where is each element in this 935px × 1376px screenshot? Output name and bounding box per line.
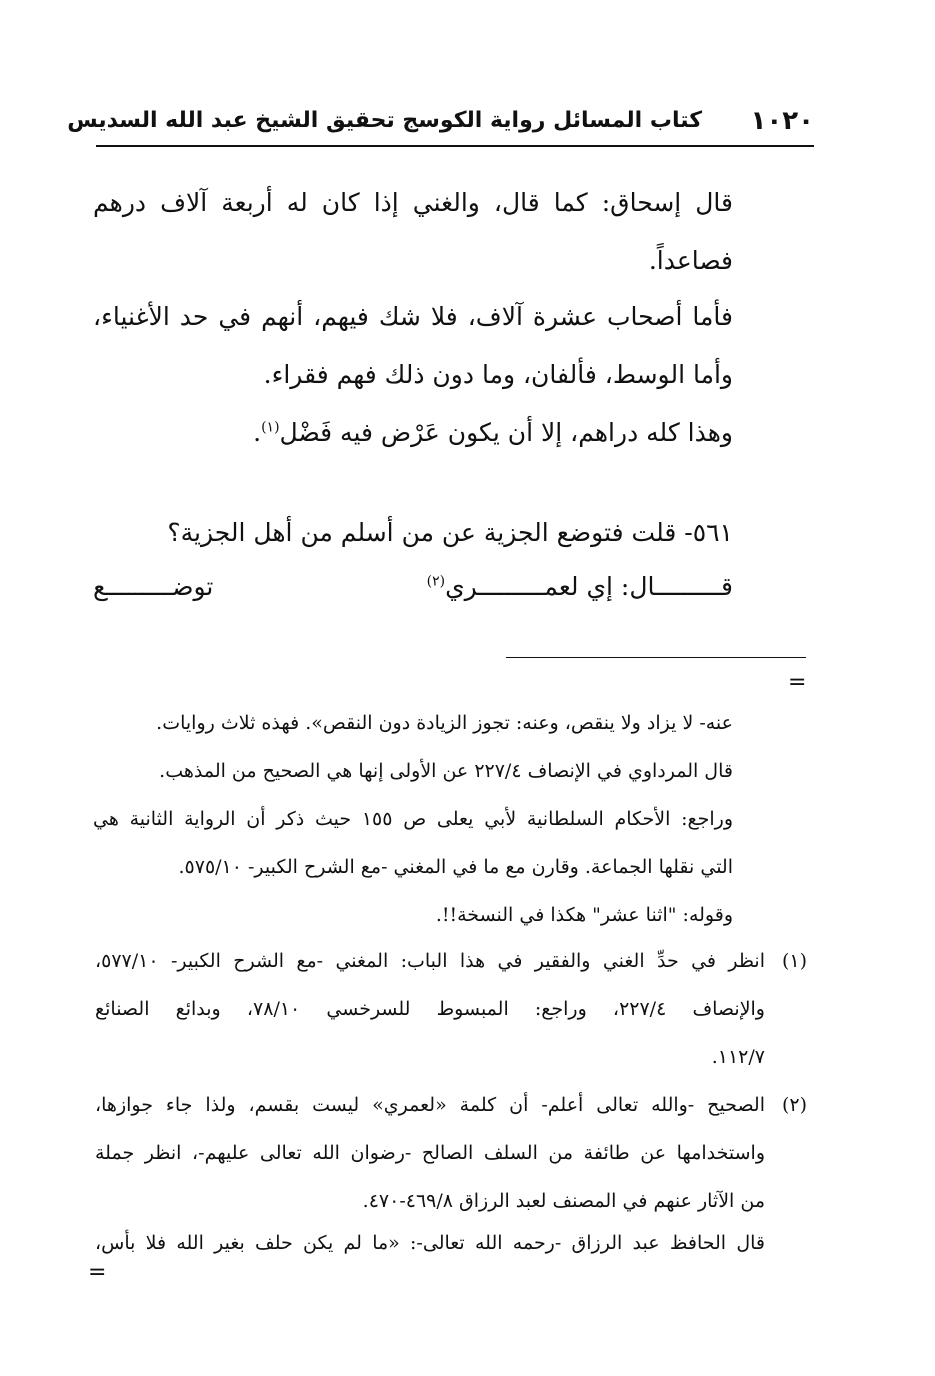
- answer-text: [427, 572, 733, 601]
- running-title: كتاب المسائل رواية الكوسج تحقيق الشيخ عبد الله السديس: [67, 108, 702, 133]
- footnote-continued-line-5: وقوله: "اثنا عشر" هكذا في النسخة!!.: [435, 904, 733, 926]
- footnote-ref-2: (٢): [426, 573, 446, 590]
- footnote-ref-1: (١): [261, 419, 280, 436]
- footnote-2-line-3: من الآثار عنهم في المصنف لعبد الرزاق ٤٦٩/٨-٤٧٠.: [362, 1190, 765, 1212]
- footnote-1-marker: (١): [781, 950, 807, 972]
- footnote-2-marker: (٢): [781, 1094, 807, 1116]
- paragraph-3: وأما الوسط، فألفان، وما دون ذلك فهم فقراء.: [263, 360, 733, 389]
- footnote-2-line-4: قال الحافظ عبد الرزاق -رحمه الله تعالى-: «ما لم يكن حلف بغير الله فلا بأس،: [95, 1232, 765, 1254]
- question-561: ٥٦١- قلت فتوضع الجزية عن من أسلم من أهل الجزية؟: [167, 518, 733, 547]
- footnote-continued-line-4: التي نقلها الجماعة. وقارن مع ما في المغني -مع الشرح الكبير- ٥٧٥/١٠.: [178, 856, 733, 878]
- answer-part-2: توضـــــــــع: [93, 572, 214, 601]
- footnote-continued-line-3: وراجع: الأحكام السلطانية لأبي يعلى ص ١٥٥ حيث ذكر أن الرواية الثانية هي: [93, 808, 734, 830]
- footnote-2-line-1: الصحيح -والله تعالى أعلم- أن كلمة «لعمري» ليست بقسم، ولذا جاء جوازها،: [95, 1094, 765, 1116]
- page-header: [67, 100, 814, 144]
- header-rule: [96, 145, 814, 147]
- answer-line: [93, 572, 733, 601]
- paragraph-1-line-2: فصاعداً.: [648, 246, 733, 275]
- footnote-continued-line-1: عنه- لا يزاد ولا ينقص، وعنه: تجوز الزيادة دون النقص». فهذه ثلاث روايات.: [156, 712, 733, 734]
- page-number: ١٠٢٠: [750, 106, 814, 136]
- paragraph-2: فأما أصحاب عشرة آلاف، فلا شك فيهم، أنهم في حد الأغنياء،: [93, 302, 733, 331]
- paragraph-1-line-1: قال إسحاق: كما قال، والغني إذا كان له أربعة آلاف درهم: [93, 188, 733, 217]
- footnote-1-line-1: انظر في حدِّ الغني والفقير في هذا الباب: المغني -مع الشرح الكبير- ٥٧٧/١٠،: [95, 950, 765, 972]
- answer-part-1: قـــــــــال: إي لعمـــــــــري: [445, 572, 733, 601]
- footnote-continued-line-2: قال المرداوي في الإنصاف ٢٢٧/٤ عن الأولى إنها هي الصحيح من المذهب.: [159, 760, 733, 782]
- paragraph-4-text: وهذا كله دراهم، إلا أن يكون عَرْض فيه فَضْل: [279, 418, 733, 447]
- footnote-1-line-3: ١١٢/٧.: [711, 1046, 765, 1068]
- continuation-mark-bottom: =: [88, 1260, 107, 1285]
- paragraph-4: [253, 418, 733, 447]
- footnote-1-line-2: والإنصاف ٢٢٧/٤، وراجع: المبسوط للسرخسي ٧٨/١٠، وبدائع الصنائع: [95, 998, 765, 1020]
- footnote-separator: [506, 657, 806, 658]
- continuation-mark-top: =: [788, 670, 807, 695]
- footnote-2-line-2: واستخدامها عن طائفة من السلف الصالح -رضوان الله تعالى عليهم-، انظر جملة: [95, 1142, 765, 1164]
- paragraph-4-end: .: [253, 418, 262, 447]
